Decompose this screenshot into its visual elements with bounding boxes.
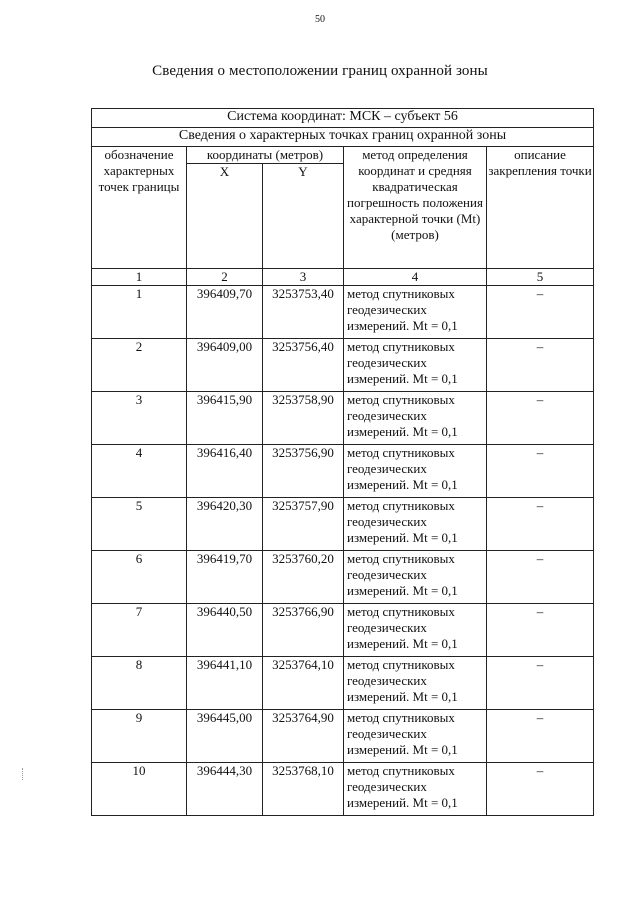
header-coordinates: координаты (метров): [187, 147, 344, 164]
header-x: X: [187, 164, 263, 269]
table-row: [92, 498, 594, 551]
point-number-cell: 3: [92, 392, 187, 445]
header-description: описание закрепления точки: [487, 147, 594, 269]
description-cell: –: [487, 604, 594, 657]
column-number: 3: [263, 269, 344, 286]
description-cell: –: [487, 763, 594, 816]
x-coordinate-cell: 396441,10: [187, 657, 263, 710]
description-cell: –: [487, 339, 594, 392]
header-method: метод определения координат и средняя квадратическая погрешность положения характерной точки (Mt) (метров): [344, 147, 487, 269]
y-coordinate-cell: 3253758,90: [263, 392, 344, 445]
method-cell: метод спутниковых геодезических измерений. Mt = 0,1: [344, 392, 487, 445]
y-coordinate-cell: 3253766,90: [263, 604, 344, 657]
method-cell: метод спутниковых геодезических измерений. Mt = 0,1: [344, 286, 487, 339]
table-row: [92, 763, 594, 816]
method-cell: метод спутниковых геодезических измерений. Mt = 0,1: [344, 551, 487, 604]
header-point-designation: обозначение характерных точек границы: [92, 147, 187, 269]
boundary-points-table: [91, 108, 594, 816]
method-cell: метод спутниковых геодезических измерений. Mt = 0,1: [344, 445, 487, 498]
description-cell: –: [487, 710, 594, 763]
y-coordinate-cell: 3253753,40: [263, 286, 344, 339]
x-coordinate-cell: 396416,40: [187, 445, 263, 498]
point-number-cell: 9: [92, 710, 187, 763]
x-coordinate-cell: 396415,90: [187, 392, 263, 445]
column-number: 1: [92, 269, 187, 286]
method-cell: метод спутниковых геодезических измерений. Mt = 0,1: [344, 657, 487, 710]
point-number-cell: 4: [92, 445, 187, 498]
method-cell: метод спутниковых геодезических измерений. Mt = 0,1: [344, 604, 487, 657]
column-number: 4: [344, 269, 487, 286]
method-cell: метод спутниковых геодезических измерений. Mt = 0,1: [344, 339, 487, 392]
method-cell: метод спутниковых геодезических измерений. Mt = 0,1: [344, 763, 487, 816]
coordinate-system-label: Система координат: МСК – субъект 56: [92, 109, 594, 128]
x-coordinate-cell: 396420,30: [187, 498, 263, 551]
point-number-cell: 6: [92, 551, 187, 604]
x-coordinate-cell: 396445,00: [187, 710, 263, 763]
method-cell: метод спутниковых геодезических измерений. Mt = 0,1: [344, 498, 487, 551]
method-cell: метод спутниковых геодезических измерений. Mt = 0,1: [344, 710, 487, 763]
description-cell: –: [487, 445, 594, 498]
header-row: [92, 147, 594, 164]
y-coordinate-cell: 3253756,90: [263, 445, 344, 498]
point-number-cell: 5: [92, 498, 187, 551]
table-row: [92, 286, 594, 339]
point-number-cell: 2: [92, 339, 187, 392]
section-info-label: Сведения о характерных точках границ охранной зоны: [92, 128, 594, 147]
table-row: [92, 339, 594, 392]
description-cell: –: [487, 657, 594, 710]
y-coordinate-cell: 3253757,90: [263, 498, 344, 551]
y-coordinate-cell: 3253756,40: [263, 339, 344, 392]
coordinate-system-row: [92, 109, 594, 128]
table-row: [92, 445, 594, 498]
column-number: 2: [187, 269, 263, 286]
y-coordinate-cell: 3253764,90: [263, 710, 344, 763]
header-y: Y: [263, 164, 344, 269]
y-coordinate-cell: 3253760,20: [263, 551, 344, 604]
description-cell: –: [487, 551, 594, 604]
section-info-row: [92, 128, 594, 147]
margin-mark: [22, 768, 24, 780]
x-coordinate-cell: 396440,50: [187, 604, 263, 657]
table-row: [92, 392, 594, 445]
x-coordinate-cell: 396409,70: [187, 286, 263, 339]
x-coordinate-cell: 396444,30: [187, 763, 263, 816]
description-cell: –: [487, 498, 594, 551]
column-number: 5: [487, 269, 594, 286]
table-row: [92, 710, 594, 763]
table-row: [92, 551, 594, 604]
point-number-cell: 10: [92, 763, 187, 816]
point-number-cell: 8: [92, 657, 187, 710]
x-coordinate-cell: 396409,00: [187, 339, 263, 392]
table-row: [92, 604, 594, 657]
y-coordinate-cell: 3253764,10: [263, 657, 344, 710]
point-number-cell: 1: [92, 286, 187, 339]
description-cell: –: [487, 392, 594, 445]
point-number-cell: 7: [92, 604, 187, 657]
page-number: 50: [315, 14, 325, 25]
column-numbers-row: [92, 269, 594, 286]
description-cell: –: [487, 286, 594, 339]
table-row: [92, 657, 594, 710]
x-coordinate-cell: 396419,70: [187, 551, 263, 604]
y-coordinate-cell: 3253768,10: [263, 763, 344, 816]
document-title: Сведения о местоположении границ охранной зоны: [152, 63, 488, 79]
